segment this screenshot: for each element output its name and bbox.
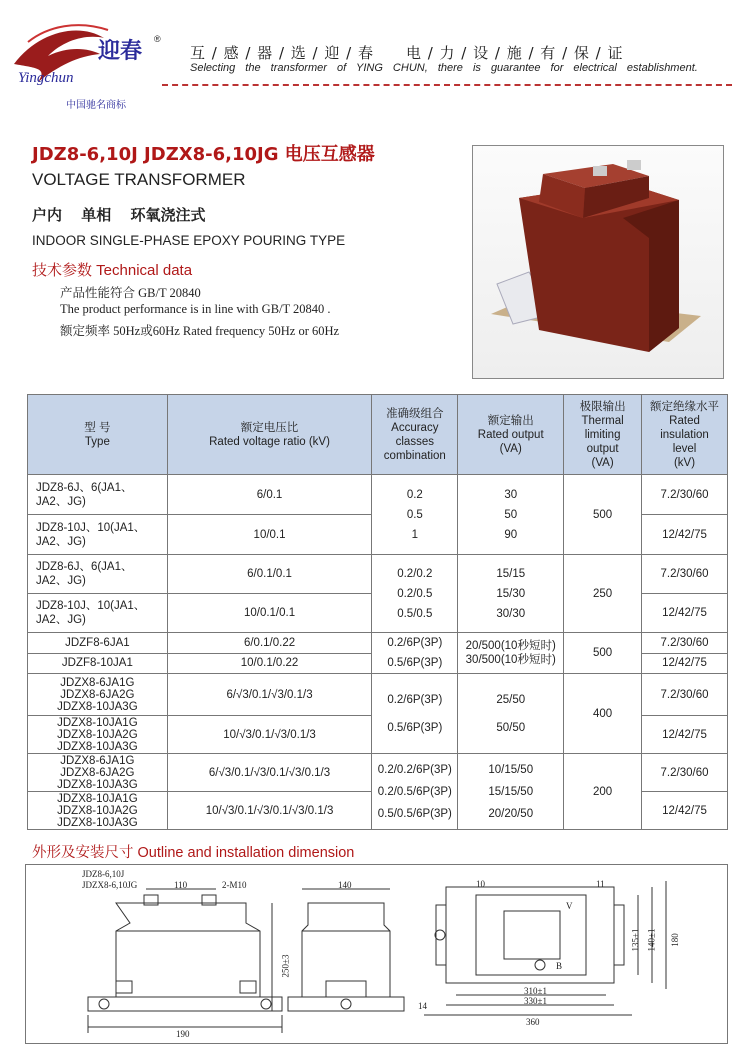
insulation-cell: 12/42/75 bbox=[642, 716, 728, 754]
header-accuracy: 准确级组合 Accuracy classes combination bbox=[372, 395, 458, 475]
limit-cell: 500 bbox=[564, 633, 642, 674]
type-chinese: 户内 单相 环氧浇注式 bbox=[32, 206, 206, 224]
limit-cell: 200 bbox=[564, 754, 642, 830]
accuracy-cell: 0.2 0.5 1 bbox=[372, 475, 458, 555]
type-cell: JDZX8-10JA1G JDZX8-10JA2G JDZX8-10JA3G bbox=[28, 792, 168, 830]
table-header-row bbox=[28, 395, 728, 475]
tech-heading: 技术参数 Technical data bbox=[32, 262, 193, 279]
accuracy-cell: 0.2/6P(3P) 0.5/6P(3P) bbox=[372, 633, 458, 674]
ratio-cell: 10/0.1/0.1 bbox=[167, 594, 372, 633]
svg-text:®: ® bbox=[154, 34, 161, 44]
type-cell: JDZX8-6JA1G JDZX8-6JA2G JDZX8-10JA3G bbox=[28, 674, 168, 716]
type-cell: JDZF8-10JA1 bbox=[28, 653, 168, 674]
header-insulation: 额定绝缘水平 Rated insulation level (kV) bbox=[642, 395, 728, 475]
dim-11: 11 bbox=[596, 879, 605, 889]
output-cell: 30 50 90 bbox=[458, 475, 564, 555]
ratio-cell: 6/√3/0.1/√3/0.1/√3/0.1/3 bbox=[167, 754, 372, 792]
type-english: INDOOR SINGLE-PHASE EPOXY POURING TYPE bbox=[32, 233, 346, 248]
output-cell: 15/15 15/30 30/30 bbox=[458, 555, 564, 633]
output-cell: 20/500(10秒短时) 30/500(10秒短时) bbox=[458, 633, 564, 674]
type-cell: JDZ8-10J、10(JA1、 JA2、JG) bbox=[28, 515, 168, 555]
header-ratio: 额定电压比 Rated voltage ratio (kV) bbox=[167, 395, 372, 475]
brand-logo bbox=[8, 12, 161, 100]
header-divider bbox=[162, 84, 732, 86]
outline-heading: 外形及安装尺寸 Outline and installation dimension bbox=[32, 845, 355, 861]
ratio-cell: 10/√3/0.1/√3/0.1/√3/0.1/3 bbox=[167, 792, 372, 830]
model-label-2: JDZX8-6,10JG bbox=[82, 880, 138, 890]
slogan-english: Selecting the transformer of YING CHUN, there is guarantee for electrical establishment. bbox=[190, 62, 698, 74]
standard-line-en: The product performance is in line with GB/T 20840 . bbox=[60, 302, 331, 316]
dimension-drawing bbox=[25, 864, 728, 1044]
insulation-cell: 7.2/30/60 bbox=[642, 475, 728, 515]
dim-110: 110 bbox=[174, 880, 188, 890]
type-cell: JDZX8-10JA1G JDZX8-10JA2G JDZX8-10JA3G bbox=[28, 716, 168, 754]
type-cell: JDZ8-6J、6(JA1、 JA2、JG) bbox=[28, 475, 168, 515]
dim-330: 330±1 bbox=[524, 996, 547, 1006]
dim-m10: 2-M10 bbox=[222, 880, 247, 890]
insulation-cell: 12/42/75 bbox=[642, 594, 728, 633]
insulation-cell: 7.2/30/60 bbox=[642, 555, 728, 594]
output-cell: 25/50 50/50 bbox=[458, 674, 564, 754]
ratio-cell: 10/0.1/0.22 bbox=[167, 653, 372, 674]
table-row bbox=[28, 555, 728, 594]
dim-10: 10 bbox=[476, 879, 485, 889]
table-row bbox=[28, 633, 728, 654]
output-cell: 10/15/50 15/15/50 20/20/50 bbox=[458, 754, 564, 830]
dim-360: 360 bbox=[526, 1017, 540, 1027]
limit-cell: 250 bbox=[564, 555, 642, 633]
header-type: 型 号 Type bbox=[28, 395, 168, 475]
ratio-cell: 10/√3/0.1/√3/0.1/3 bbox=[167, 716, 372, 754]
brand-subtitle: 中国驰名商标 bbox=[66, 100, 126, 111]
ratio-cell: 6/0.1/0.1 bbox=[167, 555, 372, 594]
dim-310: 310±1 bbox=[524, 986, 547, 996]
table-row bbox=[28, 754, 728, 792]
ratio-cell: 10/0.1 bbox=[167, 515, 372, 555]
product-title: JDZ8-6,10J JDZX8-6,10JG 电压互感器 bbox=[32, 144, 375, 165]
dim-250: 250±3 bbox=[280, 954, 291, 978]
terminal-v-label: V bbox=[566, 901, 573, 911]
product-photo bbox=[472, 145, 724, 379]
header-output: 额定输出 Rated output (VA) bbox=[458, 395, 564, 475]
accuracy-cell: 0.2/0.2/6P(3P) 0.2/0.5/6P(3P) 0.5/0.5/6P(3P) bbox=[372, 754, 458, 830]
insulation-cell: 7.2/30/60 bbox=[642, 754, 728, 792]
terminal-b-label: B bbox=[556, 961, 563, 971]
dim-14: 14 bbox=[418, 1001, 427, 1011]
ratio-cell: 6/√3/0.1/√3/0.1/3 bbox=[167, 674, 372, 716]
dim-140v: 140±1 bbox=[646, 928, 657, 952]
insulation-cell: 7.2/30/60 bbox=[642, 633, 728, 654]
type-cell: JDZ8-10J、10(JA1、 JA2、JG) bbox=[28, 594, 168, 633]
type-cell: JDZX8-6JA1G JDZX8-6JA2G JDZX8-10JA3G bbox=[28, 754, 168, 792]
product-subtitle: VOLTAGE TRANSFORMER bbox=[32, 170, 246, 189]
svg-text:Yingchun: Yingchun bbox=[18, 70, 74, 86]
model-label-1: JDZ8-6,10J bbox=[82, 869, 125, 879]
type-cell: JDZ8-6J、6(JA1、 JA2、JG) bbox=[28, 555, 168, 594]
accuracy-cell: 0.2/6P(3P) 0.5/6P(3P) bbox=[372, 674, 458, 754]
insulation-cell: 12/42/75 bbox=[642, 653, 728, 674]
insulation-cell: 12/42/75 bbox=[642, 515, 728, 555]
ratio-cell: 6/0.1/0.22 bbox=[167, 633, 372, 654]
logo-text: 迎春 bbox=[98, 39, 143, 64]
header-limit: 极限输出 Thermal limiting output (VA) bbox=[564, 395, 642, 475]
page-header bbox=[0, 0, 740, 112]
dim-135: 135±1 bbox=[630, 928, 641, 952]
insulation-cell: 12/42/75 bbox=[642, 792, 728, 830]
limit-cell: 500 bbox=[564, 475, 642, 555]
dim-190: 190 bbox=[176, 1029, 190, 1039]
ratio-cell: 6/0.1 bbox=[167, 475, 372, 515]
type-cell: JDZF8-6JA1 bbox=[28, 633, 168, 654]
dim-140: 140 bbox=[338, 880, 352, 890]
accuracy-cell: 0.2/0.2 0.2/0.5 0.5/0.5 bbox=[372, 555, 458, 633]
dim-180: 180 bbox=[669, 933, 680, 947]
table-row bbox=[28, 674, 728, 716]
technical-data-table bbox=[27, 394, 728, 830]
frequency-line: 额定频率 50Hz或60Hz Rated frequency 50Hz or 60Hz bbox=[60, 324, 340, 338]
limit-cell: 400 bbox=[564, 674, 642, 754]
standard-line-cn: 产品性能符合 GB/T 20840 bbox=[60, 286, 201, 300]
insulation-cell: 7.2/30/60 bbox=[642, 674, 728, 716]
table-row bbox=[28, 475, 728, 515]
slogan-chinese: 互 / 感 / 器 / 选 / 迎 / 春 电 / 力 / 设 / 施 / 有 / 保 / 证 bbox=[190, 44, 624, 62]
